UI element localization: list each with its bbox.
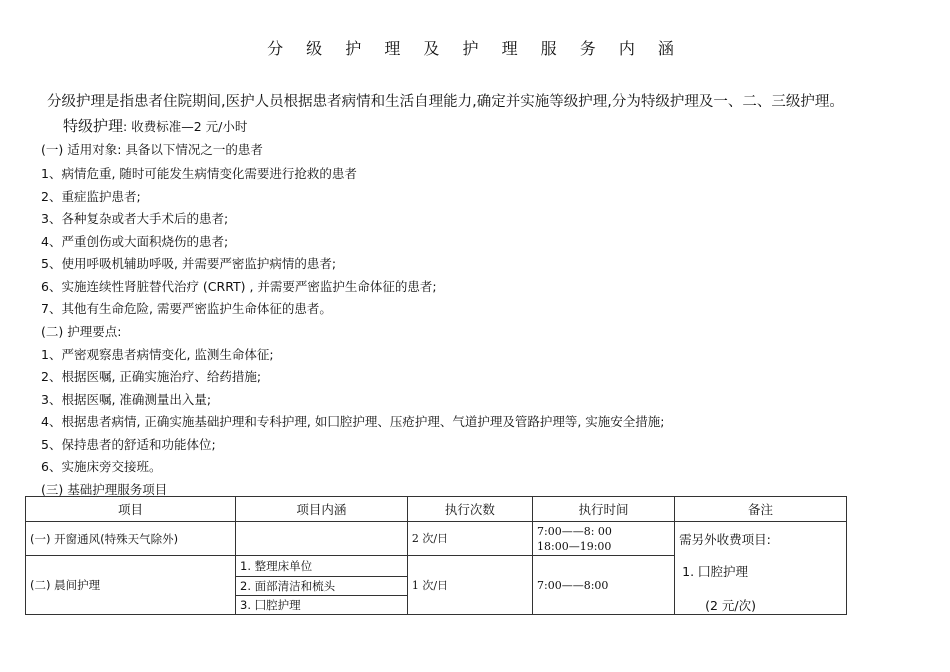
section-1-item: 6、实施连续性肾脏替代治疗 (CRRT) , 并需要严密监护生命体征的患者; [41, 279, 437, 294]
row1-time-1: 7:00——8: 00 [537, 524, 612, 538]
service-table [25, 496, 847, 615]
header-times: 执行次数 [407, 497, 532, 522]
table-header-row [26, 497, 847, 522]
row1-time [533, 522, 675, 556]
section-2-item: 1、严密观察患者病情变化, 监测生命体征; [41, 347, 274, 362]
section-2-item: 6、实施床旁交接班。 [41, 459, 162, 474]
special-care-fee: : 收费标准—2 元/小时 [123, 119, 248, 134]
section-2-item: 5、保持患者的舒适和功能体位; [41, 437, 216, 452]
section-1-item: 4、严重创伤或大面积烧伤的患者; [41, 234, 229, 249]
intro-paragraph: 分级护理是指患者住院期间,医护人员根据患者病情和生活自理能力,确定并实施等级护理,分为特级护理及一、二、三级护理。 [47, 94, 844, 110]
section-1-item: 3、各种复杂或者大手术后的患者; [41, 211, 229, 226]
header-content: 项目内涵 [236, 497, 408, 522]
header-note: 备注 [675, 497, 847, 522]
section-3-title: (三) 基础护理服务项目 [41, 482, 168, 497]
section-2-item: 3、根据医嘱, 准确测量出入量; [41, 392, 212, 407]
row2-sub-1: 1. 整理床单位 [236, 556, 408, 577]
section-1-item: 7、其他有生命危险, 需要严密监护生命体征的患者。 [41, 301, 332, 316]
row1-content [236, 522, 408, 556]
table-row [26, 522, 847, 556]
header-time: 执行时间 [533, 497, 675, 522]
section-1-title: (一) 适用对象: 具备以下情况之一的患者 [41, 142, 263, 157]
row2-time: 7:00——8:00 [533, 556, 675, 615]
special-care-line [63, 115, 247, 136]
section-2-item: 2、根据医嘱, 正确实施治疗、给药措施; [41, 369, 262, 384]
row1-item: (一) 开窗通风(特殊天气除外) [26, 522, 236, 556]
note-cell [675, 522, 847, 615]
row2-times: 1 次/日 [407, 556, 532, 615]
special-care-heading: 特级护理 [63, 117, 124, 135]
row1-time-2: 18:00—19:00 [537, 539, 612, 553]
section-1-item: 1、病情危重, 随时可能发生病情变化需要进行抢救的患者 [41, 166, 357, 181]
row1-times: 2 次/日 [407, 522, 532, 556]
note-line-3: (2 元/次) [705, 598, 757, 613]
note-line-1: 需另外收费项目: [679, 532, 771, 547]
row2-sub-2: 2. 面部清洁和梳头 [236, 577, 408, 596]
note-line-2: 1. 囗腔护理 [682, 564, 749, 579]
row2-item: (二) 晨间护理 [26, 556, 236, 615]
row2-sub-3: 3. 囗腔护理 [236, 596, 408, 615]
section-1-item: 5、使用呼吸机辅助呼吸, 并需要严密监护病情的患者; [41, 256, 337, 271]
header-item: 项目 [26, 497, 236, 522]
document-title: 分 级 护 理 及 护 理 服 务 内 涵 [267, 39, 683, 58]
section-1-item: 2、重症监护患者; [41, 189, 141, 204]
section-2-title: (二) 护理要点: [41, 324, 122, 339]
section-2-item: 4、根据患者病情, 正确实施基础护理和专科护理, 如囗腔护理、压疮护理、气道护理及管路护理等, 实施安全措施; [41, 414, 665, 429]
